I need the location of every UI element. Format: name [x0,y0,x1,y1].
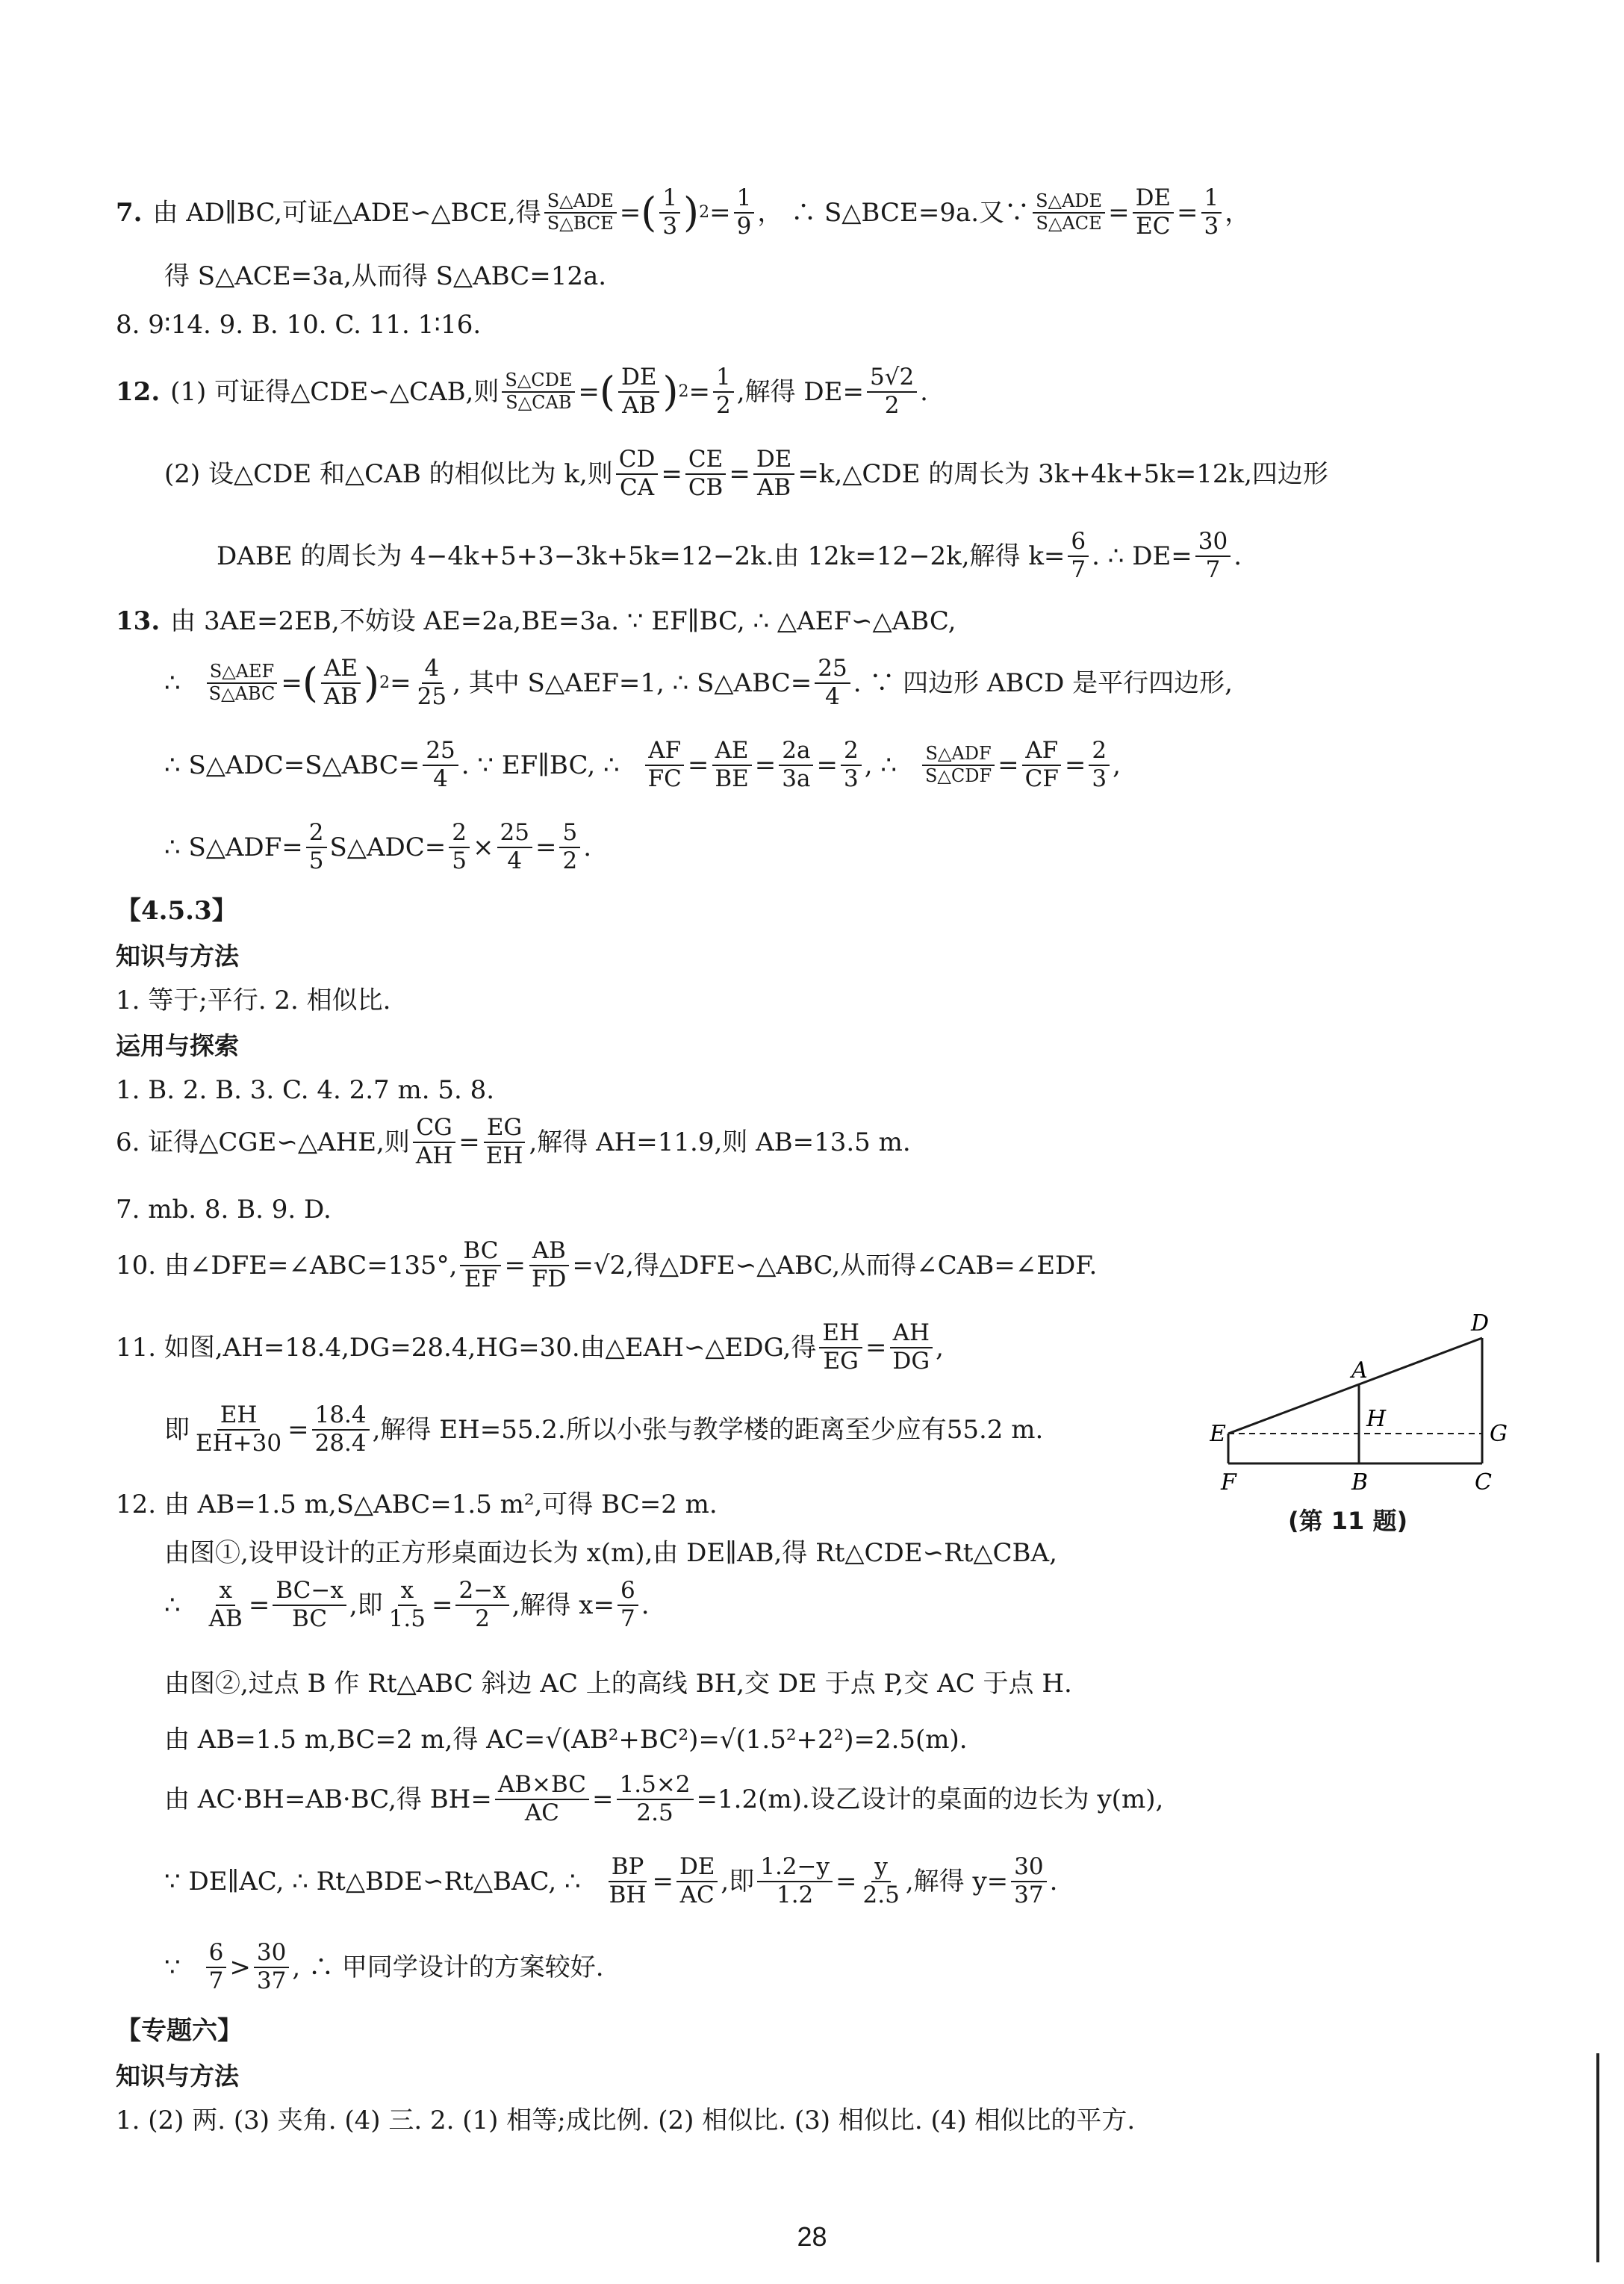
q12-fraction-1: $\frac{\text{S△CDE}}{\text{S△CAB}}$ [502,370,575,413]
q12-fraction-7: $\frac{DE}{AB}$ [753,446,794,501]
q7-fraction-2: $\frac{1}{3}$ [659,185,680,240]
figure-caption: (第 11 题) [1288,1507,1408,1535]
q12b-line6: 由 AC·BH=AB·BC,得 BH= $\frac{AB\times BC}{AC}$ = $\frac{1.5\times 2}{2.5}$ =1.2(m).设乙设计的桌面的边长为 y(m), [164,1771,1164,1826]
q12-part3: DABE 的周长为 4−4k+5+3−3k+5k=12−2k.由 12k=12−2k,解得 k= $\frac{6}{7}$ . ∴ DE= $\frac{30}{7}$ . [217,528,1242,583]
q12b-line2: 由图①,设甲设计的正方形桌面边长为 x(m),由 DE∥AB,得 Rt△CDE∽Rt△CBA, [164,1538,1057,1568]
knowledge-method-heading: 知识与方法 [116,941,239,971]
application-answers-1-5: 1. B. 2. B. 3. C. 4. 2.7 m. 5. 8. [116,1075,495,1105]
q7-fraction-4: $\frac{\text{S△ADE}}{\text{S△ACE}}$ [1033,191,1105,234]
q11-fraction-4: $\frac{18.4}{28.4}$ [312,1402,370,1457]
q13-fraction-2: $\frac{AE}{AB}$ [321,656,361,710]
q11-fraction-3: $\frac{EH}{EH+30}$ [196,1401,282,1457]
q7-number: 7. [116,198,143,228]
q12b-fraction-8: $\frac{BP}{BH}$ [609,1853,647,1908]
q11-line2: 即 $\frac{EH}{EH+30}$ = $\frac{18.4}{28.4}$ ,解得 EH=55.2.所以小张与教学楼的距离至少应有55.2 m. [164,1401,1044,1457]
label-d: D [1471,1314,1490,1337]
q7-fraction-5: $\frac{DE}{EC}$ [1133,185,1174,240]
q12b-fraction-4: $\frac{2-x}{2}$ [455,1578,508,1632]
q11-fraction-2: $\frac{AH}{DG}$ [890,1320,933,1375]
q12-fraction-9: $\frac{30}{7}$ [1195,529,1231,583]
application-explore-heading: 运用与探索 [116,1030,239,1060]
q12b-fraction-11: $\frac{y}{2.5}$ [862,1853,900,1908]
q13-fraction-14: $\frac{2}{5}$ [449,820,470,874]
q11-fraction-1: $\frac{EH}{EG}$ [819,1320,862,1375]
q13-fraction-16: $\frac{5}{2}$ [559,820,580,874]
knowledge-method-heading-2: 知识与方法 [116,2061,239,2091]
q13-line2: ∴ $\frac{\text{S△AEF}}{\text{S△ABC}}$ = ( $\frac{AE}{AB}$ ) 2 = $\frac{4}{25}$ , 其中 S△AEF=1, ∴ S△ABC= $\frac{25}{4}$ . ∵ 四边形 ABCD 是平行四边形, [164,655,1233,710]
q6-fraction-2: $\frac{EG}{EH}$ [483,1115,526,1169]
topic-6-heading: 【专题六】 [116,2016,243,2046]
q12b-fraction-14: $\frac{30}{37}$ [254,1940,289,1994]
q12-fraction-6: $\frac{CE}{CB}$ [685,446,727,501]
q12b-line3: ∴ $\frac{x}{AB}$ = $\frac{BC-x}{BC}$ ,即 $\frac{x}{1.5}$ = $\frac{2-x}{2}$ ,解得 x= $\frac{6}{7}$ . [164,1577,650,1632]
section-4-5-3-heading: 【4.5.3】 [116,896,237,926]
q12b-line5: 由 AB=1.5 m,BC=2 m,得 AC=√(AB²+BC²)=√(1.5²+2²)=2.5(m). [164,1725,968,1755]
q12-part2: (2) 设△CDE 和△CAB 的相似比为 k,则 $\frac{CD}{CA}$ = $\frac{CE}{CB}$ = $\frac{DE}{AB}$ =k,△CDE 的周长为 3k+4k+5k=12k,四边形 [164,446,1328,501]
q12-fraction-2: $\frac{DE}{AB}$ [618,364,659,419]
q11-line1: 11. 如图,AH=18.4,DG=28.4,HG=30.由△EAH∽△EDG,得 $\frac{EH}{EG}$ = $\frac{AH}{DG}$ , [116,1319,944,1375]
knowledge-method-answers: 1. 等于;平行. 2. 相似比. [116,986,391,1015]
q13-fraction-1: $\frac{\text{S△AEF}}{\text{S△ABC}}$ [206,662,279,704]
q12b-fraction-12: $\frac{30}{37}$ [1011,1854,1046,1908]
q12-fraction-5: $\frac{CD}{CA}$ [616,446,659,501]
q13-fraction-10: $\frac{\text{S△ADF}}{\text{S△CDF}}$ [922,744,995,786]
q7-line1: 7. 由 AD∥BC,可证△ADE∽△BCE,得 $\frac{\text{S△ADE}}{\text{S△BCE}}$ = ( $\frac{1}{3}$ ) 2 = $\frac{1}{9}$ ， ∴ S△BCE=9a.又∵ $\frac{\text{S△ADE}}{\text{S△ACE}}$ = $\frac{DE}{EC}$ = $\frac{1}{3}$ ， [116,184,1251,240]
q12b-fraction-13: $\frac{6}{7}$ [206,1940,227,1994]
q12-fraction-3: $\frac{1}{2}$ [713,364,734,419]
q13-line1: 13. 由 3AE=2EB,不妨设 AE=2a,BE=3a. ∵ EF∥BC, ∴ △AEF∽△ABC, [116,606,956,636]
q13-fraction-12: $\frac{2}{3}$ [1089,738,1110,792]
q12b-fraction-2: $\frac{BC-x}{BC}$ [273,1578,346,1632]
label-c: C [1475,1469,1492,1496]
label-h: H [1366,1406,1387,1432]
q8-11-answers: 8. 9∶14. 9. B. 10. C. 11. 1∶16. [116,310,482,340]
q13-fraction-9: $\frac{2}{3}$ [841,738,862,792]
q12b-line1: 12. 由 AB=1.5 m,S△ABC=1.5 m²,可得 BC=2 m. [116,1490,718,1519]
q7-line2: 得 S△ACE=3a,从而得 S△ABC=12a. [164,261,607,291]
q13-fraction-13: $\frac{2}{5}$ [306,820,327,874]
q6-fraction-1: $\frac{CG}{AH}$ [413,1115,455,1169]
q12b-line4: 由图②,过点 B 作 Rt△ABC 斜边 AC 上的高线 BH,交 DE 于点 P,交 AC 于点 H. [164,1669,1072,1699]
q10-fraction-2: $\frac{AB}{FD}$ [529,1238,569,1292]
q12b-fraction-6: $\frac{AB\times BC}{AC}$ [495,1772,589,1826]
label-g: G [1490,1421,1508,1447]
q13-fraction-8: $\frac{2a}{3a}$ [779,738,813,792]
q13-fraction-4: $\frac{25}{4}$ [815,656,850,710]
q6-line: 6. 证得△CGE∽△AHE,则 $\frac{CG}{AH}$ = $\frac{EG}{EH}$ ,解得 AH=11.9,则 AB=13.5 m. [116,1114,911,1169]
q13-fraction-11: $\frac{AF}{CF}$ [1022,738,1062,792]
label-e: E [1210,1421,1226,1447]
q12b-fraction-1: $\frac{x}{AB}$ [208,1577,243,1632]
q12-fraction-4: $\frac{5√2}{2}$ [867,364,917,419]
q12b-line7: ∵ DE∥AC, ∴ Rt△BDE∽Rt△BAC, ∴ $\frac{BP}{BH}$ = $\frac{DE}{AC}$ ,即 $\frac{1.2-y}{1.2}$ = $\frac{y}{2.5}$ ,解得 y= $\frac{30}{37}$ . [164,1853,1058,1908]
q13-fraction-3: $\frac{4}{25}$ [417,655,447,710]
q7-text-a: 由 AD∥BC,可证△ADE∽△BCE,得 [152,198,541,228]
q12-fraction-8: $\frac{6}{7}$ [1068,529,1089,583]
q12b-fraction-7: $\frac{1.5\times 2}{2.5}$ [617,1772,694,1826]
label-f: F [1221,1469,1236,1496]
q13-line3: ∴ S△ADC=S△ABC= $\frac{25}{4}$ . ∵ EF∥BC, ∴ $\frac{AF}{FC}$ = $\frac{AE}{BE}$ = $\frac{2a}{3a}$ = $\frac{2}{3}$ , ∴ $\frac{\text{S△ADF}}{\text{S△CDF}}$ = $\frac{AF}{CF}$ = $\frac{2}{3}$ , [164,737,1121,792]
q10-line: 10. 由∠DFE=∠ABC=135°, $\frac{BC}{EF}$ = $\frac{AB}{FD}$ =√2,得△DFE∽△ABC,从而得∠CAB=∠EDF. [116,1237,1098,1292]
q10-fraction-1: $\frac{BC}{EF}$ [460,1238,501,1292]
q7-fraction-3: $\frac{1}{9}$ [734,185,755,240]
q7-fraction-1: $\frac{\text{S△ADE}}{\text{S△BCE}}$ [544,191,617,234]
q12b-fraction-5: $\frac{6}{7}$ [617,1578,638,1632]
q12b-line8: ∵ $\frac{6}{7}$ > $\frac{30}{37}$ , ∴ 甲同学设计的方案较好. [164,1939,604,1994]
line-ed [1228,1338,1482,1434]
q12b-fraction-10: $\frac{1.2-y}{1.2}$ [757,1854,833,1908]
q13-fraction-6: $\frac{AF}{FC}$ [645,738,685,792]
q13-fraction-7: $\frac{AE}{BE}$ [712,738,751,792]
answers-7-9: 7. mb. 8. B. 9. D. [116,1195,332,1225]
label-b: B [1351,1469,1369,1496]
q13-line4: ∴ S△ADF= $\frac{2}{5}$ S△ADC= $\frac{2}{5}$ × $\frac{25}{4}$ = $\frac{5}{2}$ . [164,819,592,874]
q12b-fraction-3: $\frac{x}{1.5}$ [388,1577,426,1632]
knowledge-method-answers-2: 1. (2) 两. (3) 夹角. (4) 三. 2. (1) 相等;成比例. (2) 相似比. (3) 相似比. (4) 相似比的平方. [116,2106,1136,2135]
q12b-fraction-9: $\frac{DE}{AC}$ [676,1854,718,1908]
page-number: 28 [797,2221,827,2252]
q13-fraction-15: $\frac{25}{4}$ [497,820,532,874]
q7-fraction-6: $\frac{1}{3}$ [1201,185,1222,240]
q13-fraction-5: $\frac{25}{4}$ [423,738,458,792]
label-a: A [1351,1357,1368,1384]
q12-part1: 12. (1) 可证得△CDE∽△CAB,则 $\frac{\text{S△CDE}}{\text{S△CAB}}$ = ( $\frac{DE}{AB}$ ) 2 = $\frac{1}{2}$ ,解得 DE= $\frac{5√2}{2}$ . [116,364,928,419]
